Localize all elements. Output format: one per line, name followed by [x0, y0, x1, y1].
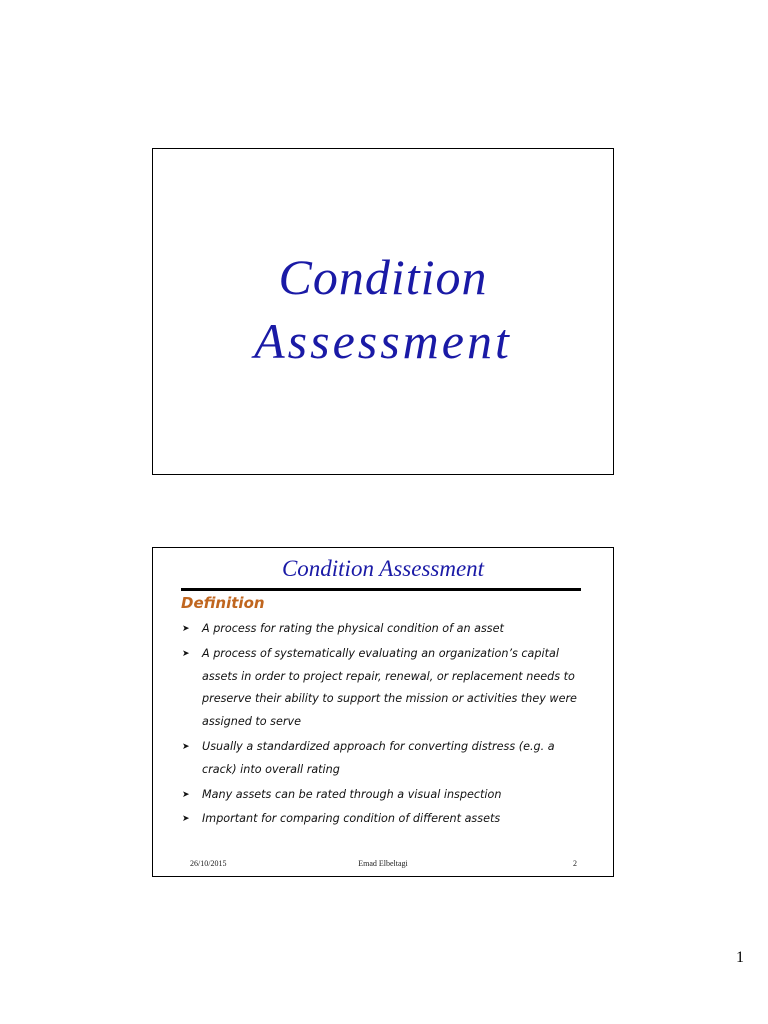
- arrow-bullet-icon: ➤: [182, 624, 190, 634]
- bullet-item: [181, 808, 591, 831]
- slide-1-title: [153, 245, 613, 373]
- title-underline: [181, 588, 581, 591]
- slide-1-title-line-2: Assessment: [254, 313, 512, 369]
- footer-date: 26/10/2015: [190, 859, 227, 868]
- bullet-item: [181, 736, 591, 782]
- arrow-bullet-icon: ➤: [182, 741, 190, 752]
- arrow-bullet-icon: ➤: [182, 814, 190, 825]
- footer-slide-number: 2: [573, 859, 577, 868]
- slide-1: [152, 148, 614, 475]
- bullet-text: Many assets can be rated through a visual inspection: [202, 787, 502, 801]
- page-number: 1: [736, 949, 744, 966]
- definition-bullet-list: [181, 618, 591, 833]
- bullet-item: [181, 784, 591, 807]
- bullet-text: Usually a standardized approach for converting distress (e.g. a crack) into overall rating: [202, 739, 555, 776]
- arrow-bullet-icon: ➤: [182, 648, 190, 659]
- bullet-item: [181, 643, 591, 734]
- bullet-item: [181, 618, 591, 641]
- slide-2: [152, 547, 614, 877]
- bullet-text: Important for comparing condition of different assets: [202, 812, 501, 826]
- slide-1-title-line-1: Condition: [278, 249, 488, 305]
- footer-author: Emad Elbeltagi: [358, 859, 408, 868]
- bullet-text: A process for rating the physical condition of an asset: [202, 622, 504, 635]
- bullet-text: A process of systematically evaluating an organization’s capital assets in order to project repair, renewal, or replacement needs to preserve their ability to support the mission or activities they were assigned to serve: [202, 646, 577, 729]
- arrow-bullet-icon: ➤: [182, 789, 190, 800]
- section-heading-definition: Definition: [181, 594, 265, 612]
- slide-2-title: Condition Assessment: [281, 556, 485, 581]
